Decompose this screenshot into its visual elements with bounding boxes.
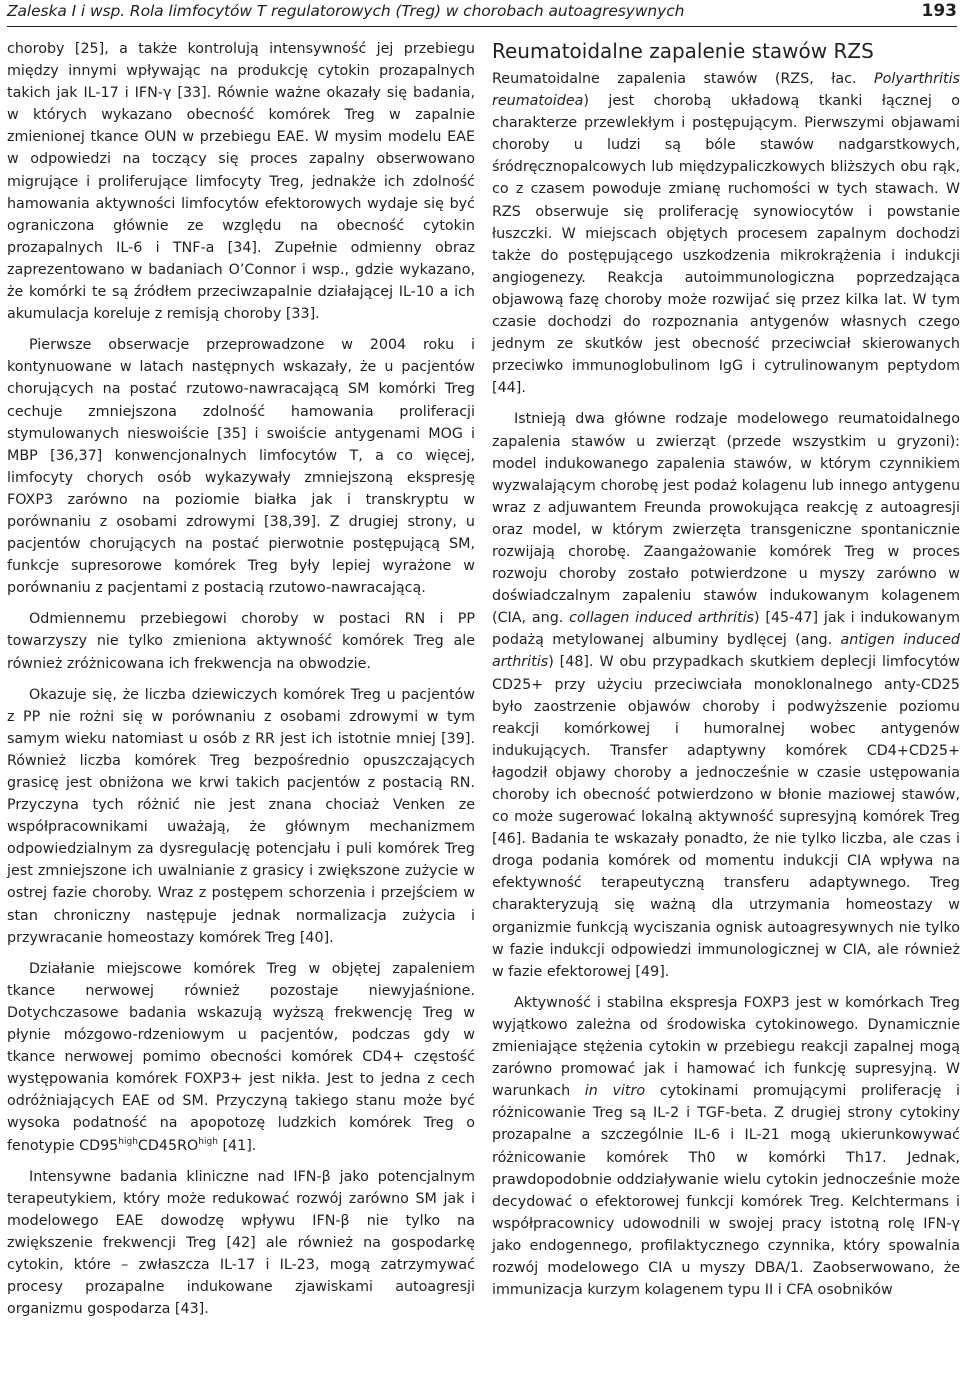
superscript: high [198,1136,218,1147]
paragraph-text: CD45RO [137,1137,199,1154]
paragraph-text: Działanie miejscowe komórek Treg w objętej zapaleniem tkance nerwowej również pozostaje niewyjaśnione. Dotychczasowe badania wskazują wyższą frekwencję Treg w płynie mózgowo-rdzeniowym u pacjentów, podczas gdy w tkance nerwowej pomimo obecności komórek CD4+ częstość występowania komórek FOXP3+ jest nikła. Jest to jedna z cech odróżniających EAE od SM. Przyczyną takiego stanu może być wysoka podatność na apopotozę ludzkich komórek Treg o fenotypie CD95 [7,960,475,1154]
paragraph-text: ) [45-47] jak i indukowanym podażą metylowanej albuminy bydlęcej (ang. [492,610,960,649]
paragraph [492,408,960,982]
paragraph: Odmiennemu przebiegowi choroby w postaci RN i PP towarzyszy nie tylko zmieniona aktywność komórek Treg ale również zróżnicowana ich frekwencja na obwodzie. [7,611,475,672]
italic-term: Polyarthritis reumatoidea [492,71,960,110]
paragraph [492,68,960,399]
paragraph-text: cytokinami promującymi proliferację i różnicowanie Treg są IL-2 i TGF-beta. Z drugiej strony cytokiny prozapalne a szczególnie IL-6 i IL-21 mogą ukierunkowywać różnicowanie komórek Th0 w komórki Th17. Jednak, prawdopodobnie oddziaływanie wielu cytokin jednocześnie może decydować o efektorowej funkcji komórek Treg. Kelchtermans i współpracownicy udowodnili w swojej pracy istotną rolę IFN-γ jako endogennego, profilaktycznego czynnika, który spowalnia rozwój modelowego CIA u myszy DBA/1. Zaobserwowano, że immunizacja kurzym kolagenem typu II i CFA osobników [492,1083,960,1299]
superscript: high [118,1136,138,1147]
page-header [7,0,957,24]
right-column [492,38,960,1310]
paragraph-text: ) jest chorobą układową tkanki łącznej o charakterze przewlekłym i postępującym. Pierwszymi objawami choroby u ludzi są bóle stawów nadgarstkowych, śródręcznopalcowych lub międzypaliczkowych bliższych obu rąk, co z czasem powoduje zmianę ruchomości w tych stawach. W RZS obserwuje się proliferację synowiocytów i powstanie łuszczki. W miejscach objętych procesem zapalnym dochodzi także do postępującego uszkodzenia mikrokrążenia i indukcji angiogenezy. Reakcja autoimmunologiczna poprzedzająca objawową fazę choroby może rozwijać się przez kilka lat. W tym czasie dochodzi do rozpoznania antygenów własnych czego jednym ze skutków jest obecność przeciwciał skierowanych przeciwko immunoglobulinom IgG i cytrulinowanym peptydom [44]. [492,93,960,397]
paragraph [7,958,475,1157]
paragraph-text: Aktywność i stabilna ekspresja FOXP3 jest w komórkach Treg wyjątkowo zależna od środowiska cytokinowego. Dynamicznie zmieniające stężenia cytokin w przebiegu reakcji zapalnej mogą zarówno promować jak i hamować ich funkcję supresyjną. W warunkach [492,994,960,1100]
paragraph-text: Reumatoidalne zapalenia stawów (RZS, łac. [492,71,875,87]
paragraph-text: [41]. [217,1137,257,1154]
paragraph: Okazuje się, że liczba dziewiczych komórek Treg u pacjentów z PP nie rożni się w porównaniu z osobami zdrowymi w tym samym wieku natomiast u osób z RR jest ich istotnie mniej [39]. Również liczba komórek Treg bezpośrednio opuszczających grasicę jest obniżona we krwi takich pacjentów z postacią RN. Przyczyna tych różnić nie jest znana chociaż Venken ze współpracownikami uważają, że głównym mechanizmem odpowiedzialnym za dysregulację potencjału i puli komórek Treg jest zmniejszone ich uwalnianie z grasicy i zwiększone zużycie w ostrej fazie choroby. Wraz z postępem schorzenia i przejściem w stan chroniczny następuje jednak normalizacja zużycia i przywracanie homeostazy komórek Treg [40]. [7,686,475,946]
running-head: Zaleska I i wsp. Rola limfocytów T regulatorowych (Treg) w chorobach autoagresywnych [7,2,685,20]
header-rule [7,26,957,27]
section-heading: Reumatoidalne zapalenie stawów RZS [492,39,874,63]
page-number: 193 [921,1,957,21]
paragraph: choroby [25], a także kontrolują intensywność jej przebiegu między innymi wpływając na produkcję cytokin prozapalnych takich jak IL-17 i IFN-γ [33]. Równie ważne okazały się badania, w których wykazano obecność komórek Treg w zapalnie zmienionej tkance OUN w przebiegu EAE. W mysim modelu EAE w odpowiedzi na toczący się proces zapalny obserwowano migrujące i proliferujące limfocyty Treg, jednakże ich zdolność hamowania aktywności limfocytów efektorowych wydaje się być ograniczona głównie ze względu na obecność cytokin prozapalnych IL-6 i TNF-a [34]. Zupełnie odmienny obraz zaprezentowano w badaniach O’Connor i wsp., gdzie wykazano, że komórki te są źródłem przeciwzapalnie działającej IL-10 a ich akumulacja koreluje z remisją choroby [33]. [7,41,475,323]
paragraph: Pierwsze obserwacje przeprowadzone w 2004 roku i kontynuowane w latach następnych wskazały, że u pacjentów chorujących na postać rzutowo-nawracającą SM komórki Treg cechuje zmniejszona zdolność hamowania proliferacji stymulowanych nieswoiście [35] i swoiście antygenami MOG i MBP [36,37] konwencjonalnych limfocytów T, a co więcej, limfocyty chorych osób wykazywały zmniejszoną ekspresję FOXP3 zarówno na poziomie białka jak i transkryptu w porównaniu z osobami zdrowymi [38,39]. Z drugiej strony, u pacjentów chorujących na postać pierwotnie postępującą SM, funkcje supresorowe komórek Treg były lepiej wyrażone w porównaniu z pacjentami z postacią rzutowo-nawracającą. [7,337,475,597]
paragraph-text: ) [48]. W obu przypadkach skutkiem deplecji limfocytów CD25+ przy użyciu przeciwciała monoklonalnego anty-CD25 było zaostrzenie objawów choroby i podwyższenie poziomu reakcji komórkowej i humoralnej wobec antygenów indukujących. Transfer adaptywny komórek CD4+CD25+ łagodził objawy choroby a jednocześnie w czasie ustępowania choroby ich obecność potwierdzono w błonie maziowej stawów, co może sugerować lokalną aktywność supresyjną komórek Treg [46]. Badania te wskazały ponadto, że nie tylko liczba, ale czas i droga podania komórek od momentu indukcji CIA wpływa na efektywność terapeutyczną transferu adaptywnego. Treg charakteryzują się ważną dla utrzymania homeostazy w organizmie funkcją wyciszania ognisk autoagresywnych nie tylko w fazie indukcji odpowiedzi immunologicznej w CIA, ale również w fazie efektorowej [49]. [492,654,960,980]
paragraph: Intensywne badania kliniczne nad IFN-β jako potencjalnym terapeutykiem, który może redukować rozwój zarówno SM jak i modelowego EAE dowodzę wpływu IFN-β nie tylko na zwiększenie frekwencji Treg [42] ale również na gospodarkę cytokin, które – zwłaszcza IL-17 i IL-23, mogą zatrzymywać procesy prozapalne indukowane zjawiskami autoagresji organizmu gospodarza [43]. [7,1168,475,1318]
italic-term: collagen induced arthritis [569,610,755,627]
italic-term: in vitro [584,1083,646,1100]
paragraph [492,992,960,1301]
left-column [7,38,475,1329]
paragraph-text: Istnieją dwa główne rodzaje modelowego reumatoidalnego zapalenia stawów u zwierząt (przede wszystkim u gryzoni): model indukowanego zapalenia stawów, w którym czynnikiem wyzwalającym chorobę jest podaż kolagenu lub innego antygenu wraz z adjuwantem Freunda prowokująca reakcję z autoagresji oraz model, w którym zwierzęta transgeniczne spontanicznie rozwijają chorobę. Zaangażowanie komórek Treg w proces rozwoju choroby zostało potwierdzone u myszy zarówno w doświadczalnym zapaleniu stawów indukowanym kolagenem (CIA, ang. [492,411,960,627]
italic-term: antigen induced arthritis [492,632,960,671]
